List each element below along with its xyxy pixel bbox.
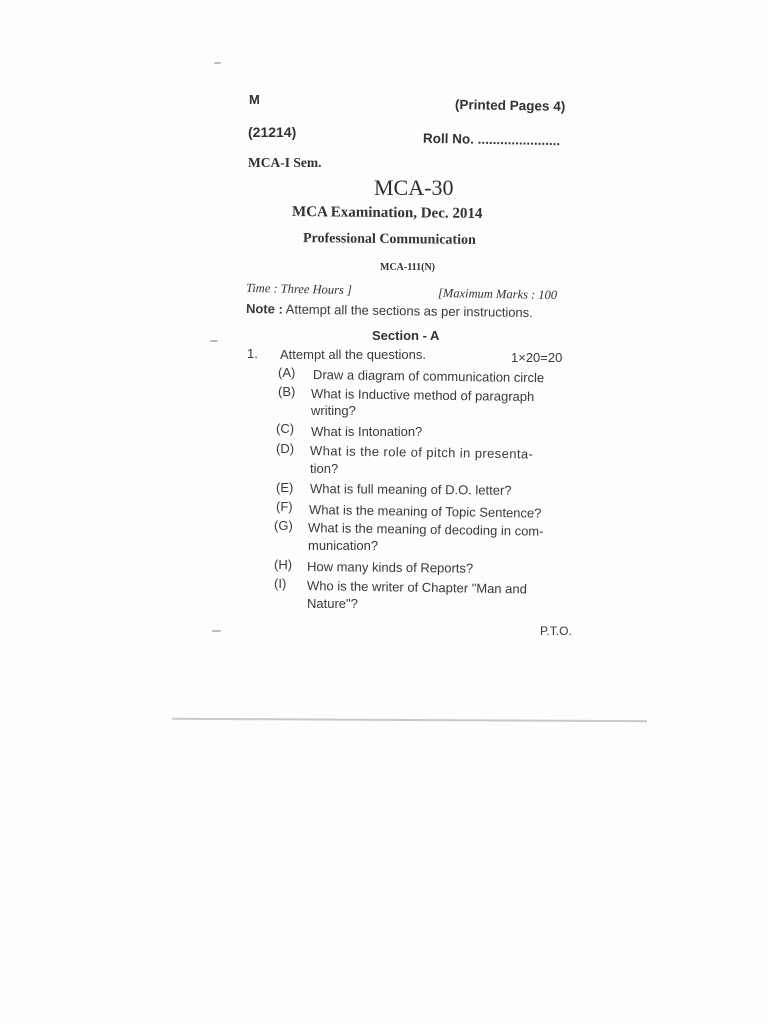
sub-question-text: What is the meaning of decoding in com-	[307, 520, 544, 539]
sub-question-label: (I)	[274, 576, 287, 591]
sub-question-text: Draw a diagram of communication circle	[312, 367, 545, 386]
sub-question-text: What is Intonation?	[311, 424, 423, 439]
sub-question-text-continued: Nature"?	[307, 596, 358, 611]
sub-question-label: (B)	[278, 384, 296, 399]
question-text: Attempt all the questions.	[280, 347, 426, 362]
paper-title: MCA-30	[374, 175, 454, 200]
sub-question-text: How many kinds of Reports?	[306, 559, 474, 576]
sub-question-label: (D)	[276, 441, 295, 456]
semester-label: MCA-I Sem.	[248, 155, 322, 170]
sub-question-text: What is full meaning of D.O. letter?	[309, 481, 512, 498]
section-heading: Section - A	[372, 328, 440, 343]
printed-pages: (Printed Pages 4)	[454, 97, 566, 114]
sub-question-label: (C)	[276, 421, 295, 436]
sub-question-text-continued: tion?	[310, 461, 339, 476]
scan-speck	[210, 340, 218, 342]
paper-code: MCA-111(N)	[380, 262, 435, 273]
note-label: Note :	[245, 300, 283, 317]
sub-question-label: (G)	[274, 518, 293, 533]
maximum-marks: [Maximum Marks : 100	[437, 285, 558, 303]
sub-question-label: (H)	[274, 557, 293, 572]
sub-question-text-continued: munication?	[308, 538, 379, 553]
scan-speck	[214, 62, 221, 64]
sub-question-label: (E)	[276, 480, 294, 495]
scan-speck	[212, 630, 221, 632]
sub-question-text: What is the meaning of Topic Sentence?	[308, 502, 542, 521]
exam-name: MCA Examination, Dec. 2014	[291, 204, 483, 222]
question-number: 1.	[247, 346, 258, 361]
sub-question-text-continued: writing?	[311, 403, 356, 418]
subject-name: Professional Communication	[302, 231, 476, 248]
series-code: M	[249, 92, 260, 107]
sub-question-label: (F)	[276, 499, 293, 514]
sub-question-text: What is the role of pitch in presenta-	[309, 443, 534, 462]
roll-number-field: Roll No. ......................	[422, 130, 561, 149]
sub-question-label: (A)	[278, 365, 296, 380]
note-text: Attempt all the sections as per instructions.	[282, 301, 533, 321]
question-marks: 1×20=20	[511, 350, 563, 365]
time-allowed: Time : Three Hours ]	[245, 280, 352, 298]
paper-number: (21214)	[248, 124, 297, 140]
sub-question-text: What is Inductive method of paragraph	[310, 386, 535, 405]
please-turn-over: P.T.O.	[540, 624, 572, 638]
sub-question-text: Who is the writer of Chapter "Man and	[306, 578, 528, 597]
instructions-note	[246, 301, 533, 320]
page-edge-divider	[172, 718, 647, 722]
